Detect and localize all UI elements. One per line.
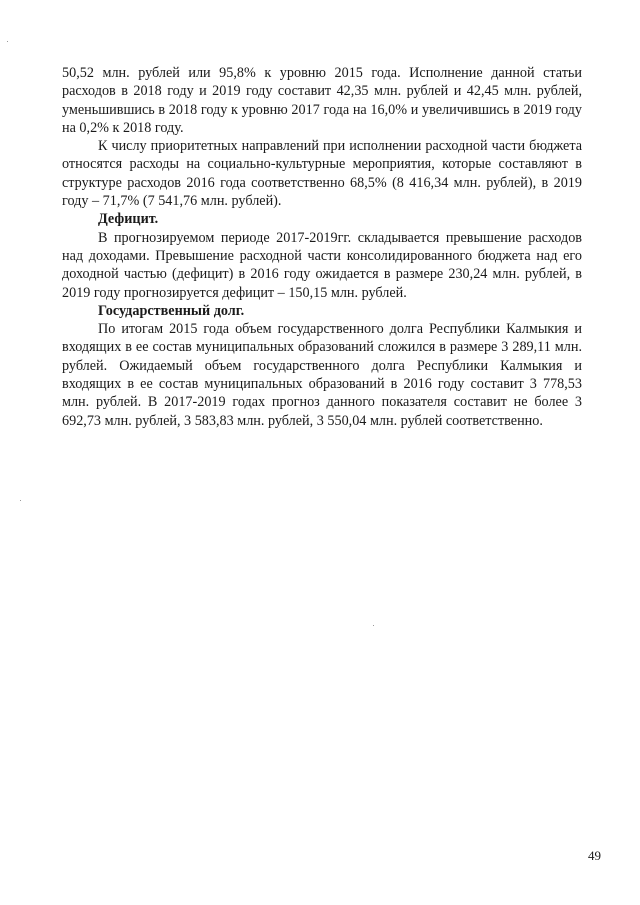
scan-speck — [20, 500, 21, 501]
paragraph-priority-expenses: К числу приоритетных направлений при исполнении расходной части бюджета относятся расходы на социально-культурные мероприятия, которые составляют в структуре расходов 2016 года соответственно 68,5% (8 416,34 млн. рублей), в 2019 году – 71,7% (7 541,76 млн. рублей). — [62, 138, 582, 210]
scan-speck — [7, 41, 8, 42]
paragraph-expenses-continued: 50,52 млн. рублей или 95,8% к уровню 2015 года. Исполнение данной статьи расходов в 2018 году и 2019 году составит 42,35 млн. рублей и 42,45 млн. рублей, уменьшившись в 2018 году к уровню 2017 года на 16,0% и увеличившись в 2019 году на 0,2% к 2018 году. — [62, 65, 582, 136]
page-number: 49 — [588, 848, 601, 863]
paragraph-deficit: В прогнозируемом периоде 2017-2019гг. складывается превышение расходов над доходами. Превышение расходной части консолидированного бюджета над его доходной частью (дефицит) в 2016 году ожидается в размере 230,24 млн. рублей, в 2019 году прогнозируется дефицит – 150,15 млн. рублей. — [62, 229, 582, 301]
body-text — [62, 64, 582, 430]
paragraph-state-debt: По итогам 2015 года объем государственного долга Республики Калмыкия и входящих в ее состав муниципальных образований сложился в размере 3 289,11 млн. рублей. Ожидаемый объем государственного долга Республики Калмыкия и входящих в ее состав муниципальных образований в 2016 году составит 3 778,53 млн. рублей. В 2017-2019 годах прогноз данного показателя составит не более 3 692,73 млн. рублей, 3 583,83 млн. рублей, 3 550,04 млн. рублей соответственно. — [62, 321, 582, 429]
scan-speck — [373, 625, 374, 626]
heading-state-debt: Государственный долг. — [98, 302, 245, 319]
heading-deficit: Дефицит. — [98, 211, 159, 228]
